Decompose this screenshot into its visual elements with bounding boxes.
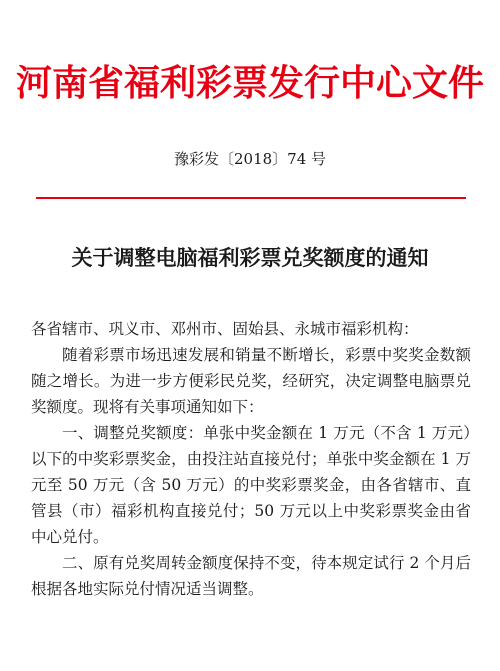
document-title: 关于调整电脑福利彩票兑奖额度的通知: [71, 245, 429, 270]
red-divider-line: [36, 197, 466, 199]
issuing-organization-header: 河南省福利彩票发行中心文件: [15, 63, 484, 104]
body-paragraph-item-2: 二、原有兑奖周转金额度保持不变，待本规定试行 2 个月后根据各地实际兑付情况适当调整。: [31, 554, 471, 598]
addressee-line: 各省辖市、巩义市、邓州市、固始县、永城市福彩机构：: [31, 320, 419, 338]
body-paragraph-item-1: 一、调整兑奖额度：单张中奖金额在 1 万元（不含 1 万元）以下的中奖彩票奖金，由投注站直接兑付；单张中奖金额在 1 万元至 50 万元（含 50 万元）的中奖彩票奖金，由各省辖市、直管县（市）福彩机构直接兑付；50 万元以上中奖彩票奖金由省中心兑付。: [31, 424, 471, 546]
body-paragraph-intro: 随着彩票市场迅速发展和销量不断增长，彩票中奖奖金数额随之增长。为进一步方便彩民兑奖，经研究，决定调整电脑票兑奖额度。现将有关事项通知如下：: [31, 346, 471, 416]
document-body: [31, 316, 471, 602]
document-number: 豫彩发〔2018〕74 号: [173, 150, 327, 168]
